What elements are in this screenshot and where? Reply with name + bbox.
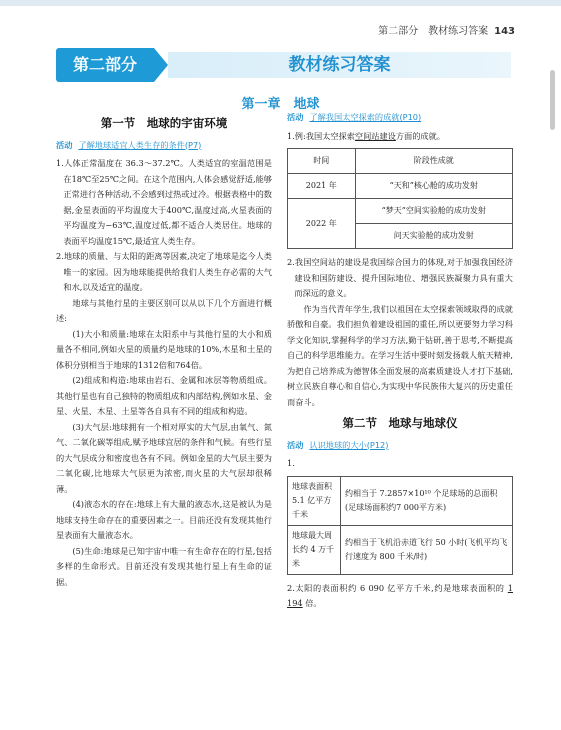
activity-title: 认识地球的大小(P12): [309, 439, 389, 450]
header-text: 第二部分 教材练习答案: [378, 26, 489, 37]
answer-paragraph: (3)大气层:地球拥有一个相对厚实的大气层,由氧气、氮气、二氧化碳等组成,赋予地球宜居的条件和气候。有些行星的大气层成分和密度也各有不同。例如金星的大气层主要为二氧化碳,比地球大气层更为浓密,而火星的大气层却很稀薄。: [56, 421, 272, 494]
part-label: 第二部分: [56, 48, 154, 82]
question-1: 1.例:我国太空探索空间站建设方面的成就。: [287, 130, 445, 141]
question-2: 2.太阳的表面积约 6 090 亿平方千米,约是地球表面积的 1 194 倍。: [287, 582, 513, 608]
answer-paragraph: 2.地球的质量、与太阳的距离等因素,决定了地球是迄今人类唯一的家园。因为地球能提供给我们人类生存必需的大气和水,以及适宜的温度。: [56, 251, 272, 292]
left-column: [56, 110, 272, 590]
answer-paragraph: 1.人体正常温度在 36.3～37.2℃。人类适宜的室温范围是在18℃至25℃之间。在这个范围内,人体会感觉舒适,能够正常进行各种活动,不会感到过热或过冷。根据表格中的数据,金星表面的平均温度大于400℃,温度过高,火星表面的平均温度为−63℃,温度过低,都不适合人类居住。地球的表面平均温度15℃,最适宜人类生存。: [56, 158, 272, 246]
answer-paragraph: (1)大小和质量:地球在太阳系中与其他行星的大小和质量各不相同,例如火星的质量约是地球的10%,木星和土星的体积分别相当于地球的1312倍和764倍。: [56, 328, 272, 370]
table-header: 阶段性成就: [355, 149, 513, 174]
table-cell: 地球最大周长约 4 万千米: [288, 525, 341, 574]
activity-heading-1: [56, 138, 272, 154]
part-banner: [56, 48, 511, 82]
activity-title: 了解地球适宜人类生存的条件(P7): [78, 139, 202, 150]
page-header: [378, 22, 515, 37]
page-number: 143: [494, 26, 515, 37]
table-cell: 约相当于飞机沿赤道飞行 50 小时(飞机平均飞行速度为 800 千米/时): [341, 525, 513, 574]
table-cell: 问天实验舱的成功发射: [355, 224, 513, 249]
table-cell: 2022 年: [288, 199, 356, 249]
answer-paragraph: (5)生命:地球是已知宇宙中唯一有生命存在的行星,包括多样的生命形式。目前还没有发现其他行星上有生命的证据。: [56, 545, 272, 587]
table-cell: 2021 年: [288, 174, 356, 199]
answer-paragraph: 2.我国空间站的建设是我国综合国力的体现,对于加强我国经济建设和国防建设、提升国际地位、增强民族凝聚力具有重大而深远的意义。: [287, 257, 513, 298]
answer-paragraph: 作为当代青年学生,我们以祖国在太空探索领域取得的成就骄傲和自豪。我们担负着建设祖国的重任,所以更要努力学习科学文化知识,掌握科学的学习方法,勤于钻研,善于思考,不断提高自己的科学思维能力。在学习生活中要时刻发扬载人航天精神,为把自己培养成为德智体全面发展的高素质建设人才打下基础,树立民族自尊心和自信心,为实现中华民族伟大复兴的历史重任而奋斗。: [287, 303, 513, 407]
table-cell: “梦天”空间实验舱的成功发射: [355, 199, 513, 224]
activity-label: 活动: [287, 112, 304, 122]
activity-heading-3: [287, 438, 513, 454]
activity-heading-2: [287, 110, 513, 126]
table-cell: 地球表面积 5.1 亿平方千米: [288, 476, 341, 525]
section-title-2: 第二节 地球与地球仪: [342, 416, 458, 430]
achievement-table: [287, 148, 513, 249]
earth-size-table: [287, 476, 513, 575]
table-cell: “天和”核心舱的成功发射: [355, 174, 513, 199]
chapter-title: 第一章 地球: [241, 97, 320, 112]
answer-paragraph: 地球与其他行星的主要区别可以从以下几个方面进行概述:: [56, 297, 272, 323]
question-label: 1.: [287, 458, 295, 468]
title-bar: [168, 52, 511, 78]
section-title-1: 第一节 地球的宇宙环境: [100, 116, 228, 130]
activity-label: 活动: [287, 439, 304, 450]
answer-paragraph: (2)组成和构造:地球由岩石、金属和冰层等物质组成。其他行星也有自己独特的物质组成和内部结构,例如水星、金星、火星、木星、土星等各自具有不同的组成和构造。: [56, 375, 272, 416]
top-rule: [0, 0, 561, 6]
table-header: 时间: [288, 149, 356, 174]
answer-paragraph: (4)液态水的存在:地球上有大量的液态水,这是被认为是地球支持生命存在的重要因素之一。目前还没有发现其他行星表面有大量液态水。: [56, 499, 272, 540]
banner-title: 教材练习答案: [288, 55, 391, 75]
activity-label: 活动: [56, 139, 73, 150]
right-column: [287, 110, 513, 612]
activity-title: 了解我国太空探索的成就(P10): [309, 112, 422, 122]
table-cell: 约相当于 7.2857×10¹⁰ 个足球场的总面积(足球场面积约7 000平方米): [341, 476, 513, 525]
